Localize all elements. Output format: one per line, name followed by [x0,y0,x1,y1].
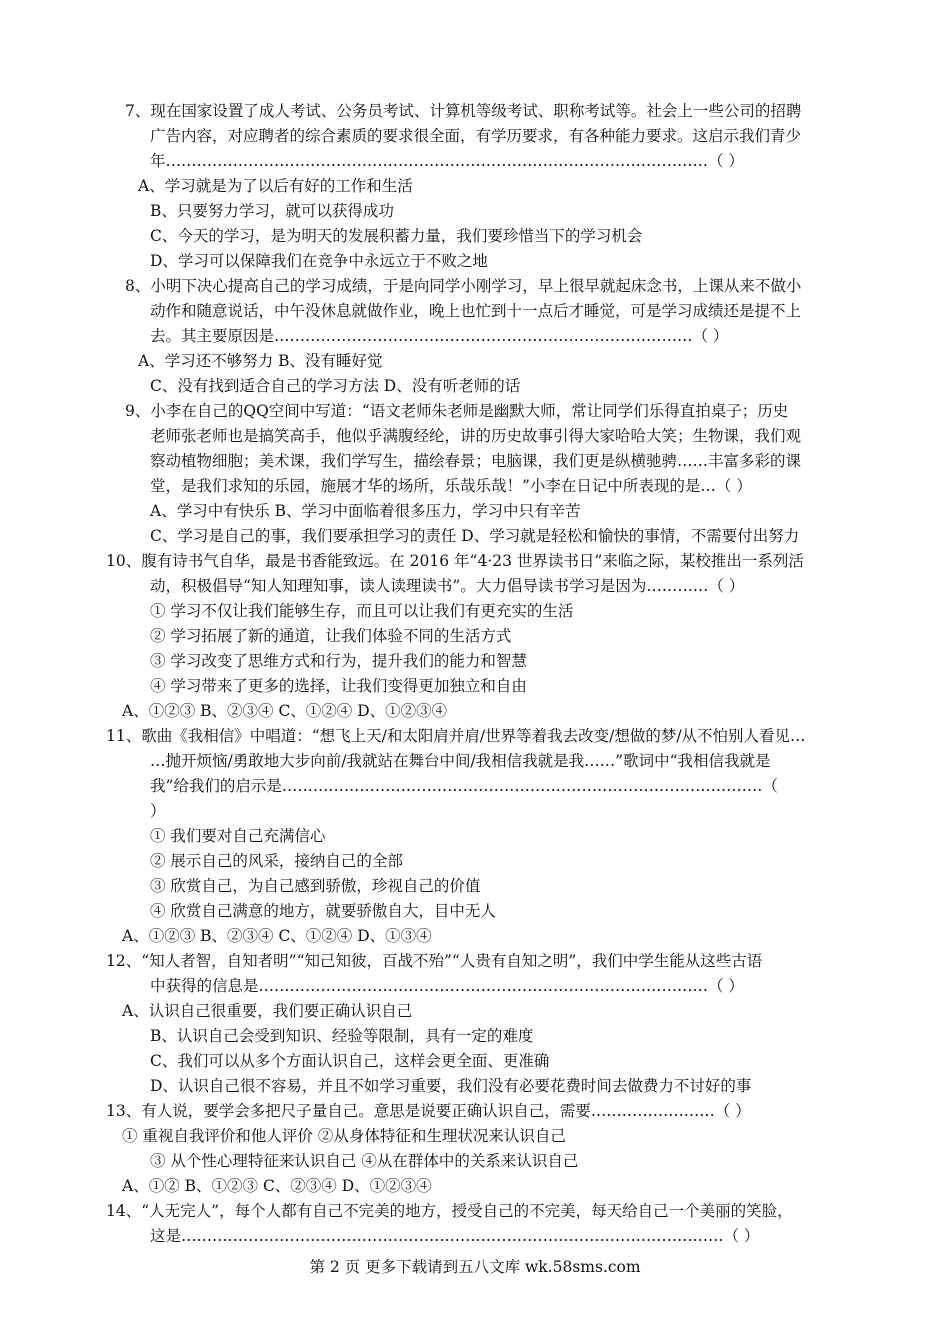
question-11-stem-line-4: ） [150,802,166,820]
question-11-item-2: ② 展示自己的风采，接纳自己的全部 [150,852,403,870]
question-8-options-cd: C、没有找到适合自己的学习方法 D、没有听老师的话 [150,377,521,395]
question-13-options: A、①② B、①②③ C、②③④ D、①②③④ [122,1177,432,1195]
question-10-item-2: ② 学习拓展了新的通道，让我们体验不同的生活方式 [150,627,512,645]
question-11-stem-line-3: 我”给我们的启示是…………………………………………………………………………………（ [150,777,778,795]
question-8-stem-line-3: 去。其主要原因是………………………………………………………………………（ ） [150,327,729,345]
question-11-stem-line-2: …抛开烦恼/勇敢地大步向前/我就站在舞台中间/我相信我就是我……”歌词中“我相信我就是 [150,752,771,770]
question-12-option-b: B、认识自己会受到知识、经验等限制，具有一定的难度 [150,1027,534,1045]
page-footer: 第 2 页 更多下载请到五八文库 wk.58sms.com [309,1258,641,1276]
question-7-stem-line-2: 广告内容，对应聘者的综合素质的要求很全面，有学历要求，有各种能力要求。这启示我们青少 [150,127,802,145]
question-8-options-ab: A、学习还不够努力 B、没有睡好觉 [138,352,383,370]
question-10-stem-line-2: 动，积极倡导“知人知理知事，读人读理读书”。大力倡导读书学习是因为…………（ ） [150,577,745,595]
question-7-stem-line-1: 7、现在国家设置了成人考试、公务员考试、计算机等级考试、职称考试等。社会上一些公司的招聘 [125,102,802,120]
question-12-option-c: C、我们可以从多个方面认识自己，这样会更全面、更准确 [150,1052,550,1070]
question-10-options: A、①②③ B、②③④ C、①②④ D、①②③④ [122,702,448,720]
question-10-item-4: ④ 学习带来了更多的选择，让我们变得更加独立和自由 [150,677,527,695]
question-14-stem-line-2: 这是……………………………………………………………………………………………（ ） [150,1227,760,1245]
question-13-items-1-2: ① 重视自我评价和他人评价 ②从身体特征和生理状况来认识自己 [122,1127,566,1145]
question-9-stem-line-4: 堂，是我们求知的乐园，施展才华的场所，乐哉乐哉！”小李在日记中所表现的是…（ ） [150,477,752,495]
question-9-options-cd: C、学习是自己的事，我们要承担学习的责任 D、学习就是轻松和愉快的事情，不需要付出努力 [150,527,800,545]
question-9-options-ab: A、学习中有快乐 B、学习中面临着很多压力，学习中只有辛苦 [150,502,581,520]
question-10-item-1: ① 学习不仅让我们能够生存，而且可以让我们有更充实的生活 [150,602,574,620]
question-14-stem-line-1: 14、“人无完人”，每个人都有自己不完美的地方，授受自己的不完美，每天给自己一个美丽的笑脸， [106,1202,793,1220]
question-12-stem-line-2: 中获得的信息是……………………………………………………………………………（ ） [150,977,744,995]
question-11-stem-line-1: 11、歌曲《我相信》中唱道：“想飞上天/和太阳肩并肩/世界等着我去改变/想做的梦/从不怕别人看见… [106,727,806,745]
question-7-option-d: D、学习可以保障我们在竞争中永远立于不败之地 [150,252,488,270]
question-9-stem-line-2: 老师张老师也是搞笑高手，他似乎满腹经纶，讲的历史故事引得大家哈哈大笑；生物课，我们观 [150,427,802,445]
question-13-stem-line-1: 13、有人说，要学会多把尺子量自己。意思是说要正确认识自己，需要……………………（ ） [106,1102,751,1120]
question-7-option-b: B、只要努力学习，就可以获得成功 [150,202,394,220]
question-7-option-c: C、今天的学习，是为明天的发展积蓄力量，我们要珍惜当下的学习机会 [150,227,643,245]
question-11-item-3: ③ 欣赏自己，为自己感到骄傲，珍视自己的价值 [150,877,481,895]
question-9-stem-line-3: 察动植物细胞；美术课，我们学写生，描绘春景；电脑课，我们更是纵横驰骋……丰富多彩的课 [150,452,802,470]
question-11-item-4: ④ 欣赏自己满意的地方，就要骄傲自大，目中无人 [150,902,496,920]
question-8-stem-line-2: 动作和随意说话，中午没休息就做作业，晚上也忙到十一点后才睡觉，可是学习成绩还是提不上 [150,302,802,320]
question-10-item-3: ③ 学习改变了思维方式和行为，提升我们的能力和智慧 [150,652,527,670]
question-13-items-3-4: ③ 从个性心理特征来认识自己 ④从在群体中的关系来认识自己 [150,1152,579,1170]
question-8-stem-line-1: 8、小明下决心提高自己的学习成绩，于是向同学小刚学习，早上很早就起床念书，上课从来不做小 [125,277,802,295]
question-7-option-a: A、学习就是为了以后有好的工作和生活 [138,177,413,195]
question-12-option-a: A、认识自己很重要，我们要正确认识自己 [122,1002,413,1020]
question-7-stem-line-3: 年……………………………………………………………………………………………（ ） [150,152,744,170]
question-11-options: A、①②③ B、②③④ C、①②④ D、①③④ [122,927,432,945]
question-12-stem-line-1: 12、“知人者智，自知者明”“知己知彼，百战不殆”“人贵有自知之明”，我们中学生能从这些古语 [106,952,763,970]
question-10-stem-line-1: 10、腹有诗书气自华，最是书香能致远。在 2016 年“4·23 世界读书日”来临之际，某校推出一系列活 [106,552,804,570]
question-9-stem-line-1: 9、小李在自己的QQ空间中写道：“语文老师朱老师是幽默大师，常让同学们乐得直拍桌子；历史 [125,402,789,420]
question-11-item-1: ① 我们要对自己充满信心 [150,827,326,845]
question-12-option-d: D、认识自己很不容易，并且不如学习重要，我们没有必要花费时间去做费力不讨好的事 [150,1077,752,1095]
